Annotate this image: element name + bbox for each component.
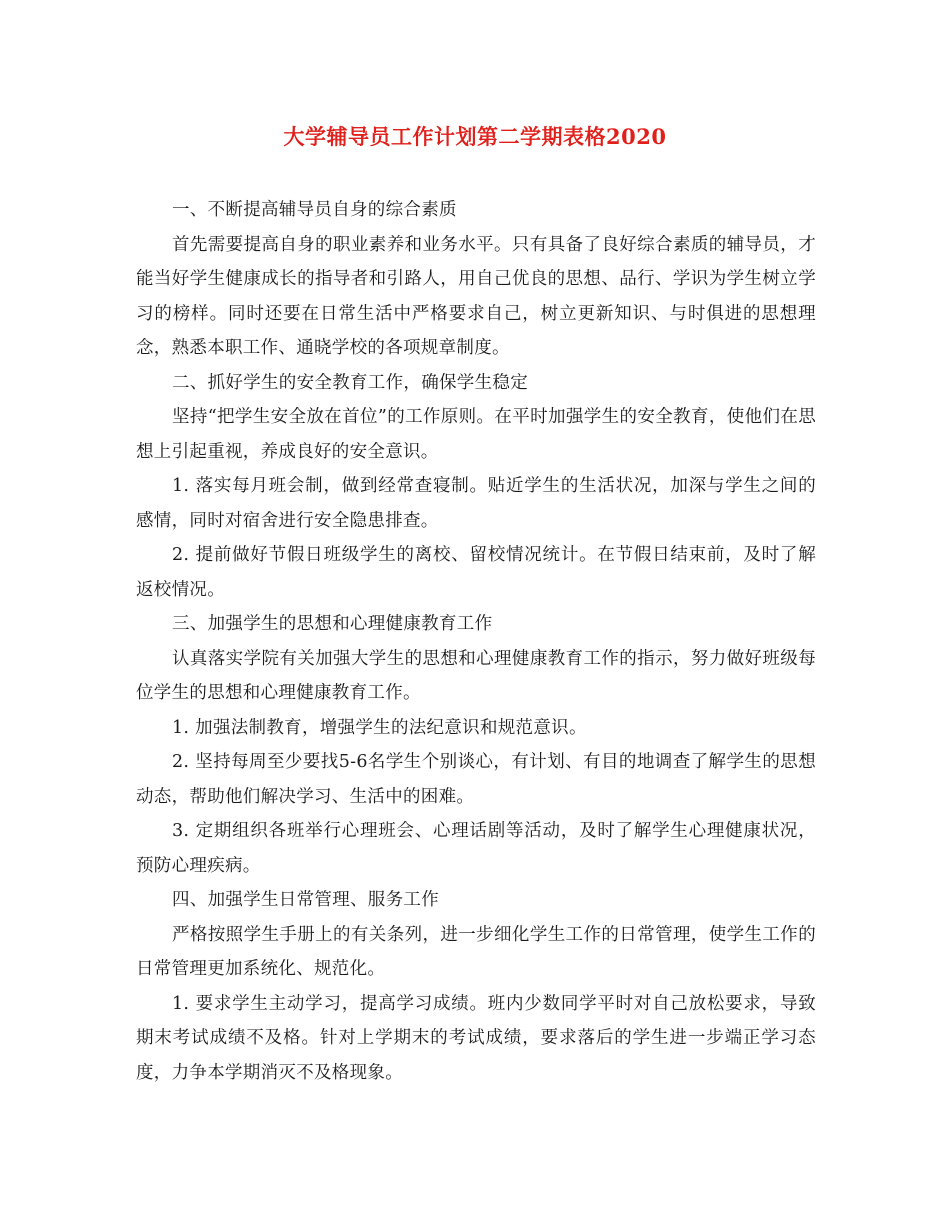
document-title: 大学辅导员工作计划第二学期表格2020 [283,124,667,149]
list-item: 3. 定期组织各班举行心理班会、心理话剧等活动，及时了解学生心理健康状况，预防心理疾病。 [136,821,816,876]
section-heading-2: 二、抓好学生的安全教育工作，确保学生稳定 [172,372,528,393]
list-item: 1. 落实每月班会制，做到经常查寝制。贴近学生的生活状况，加深与学生之间的感情，同时对宿舍进行安全隐患排查。 [136,476,816,531]
section-heading-4: 四、加强学生日常管理、服务工作 [172,890,439,910]
paragraph: 首先需要提高自身的职业素养和业务水平。只有具备了良好综合素质的辅导员，才能当好学生健康成长的指导者和引路人，用自己优良的思想、品行、学识为学生树立学习的榜样。同时还要在日常生活中严格要求自己，树立更新知识、与时俱进的思想理念，熟悉本职工作、通晓学校的各项规章制度。 [136,234,816,358]
section-heading-1: 一、不断提高辅导员自身的综合素质 [172,200,457,220]
list-item: 1. 要求学生主动学习，提高学习成绩。班内少数同学平时对自己放松要求，导致期末考试成绩不及格。针对上学期末的考试成绩，要求落后的学生进一步端正学习态度，力争本学期消灭不及格现象。 [136,993,816,1083]
section-heading-3: 三、加强学生的思想和心理健康教育工作 [172,614,493,634]
document-body [136,193,816,1090]
list-item: 2. 提前做好节假日班级学生的离校、留校情况统计。在节假日结束前，及时了解返校情况。 [136,545,816,600]
list-item: 1. 加强法制教育，增强学生的法纪意识和规范意识。 [172,717,587,738]
paragraph: 认真落实学院有关加强大学生的思想和心理健康教育工作的指示，努力做好班级每位学生的思想和心理健康教育工作。 [136,648,816,703]
paragraph: 严格按照学生手册上的有关条列，进一步细化学生工作的日常管理，使学生工作的日常管理更加系统化、规范化。 [136,924,816,979]
list-item: 2. 坚持每周至少要找5-6名学生个别谈心，有计划、有目的地调查了解学生的思想动态，帮助他们解决学习、生活中的困难。 [136,752,816,807]
paragraph: 坚持“把学生安全放在首位”的工作原则。在平时加强学生的安全教育，使他们在思想上引起重视，养成良好的安全意识。 [136,407,816,462]
